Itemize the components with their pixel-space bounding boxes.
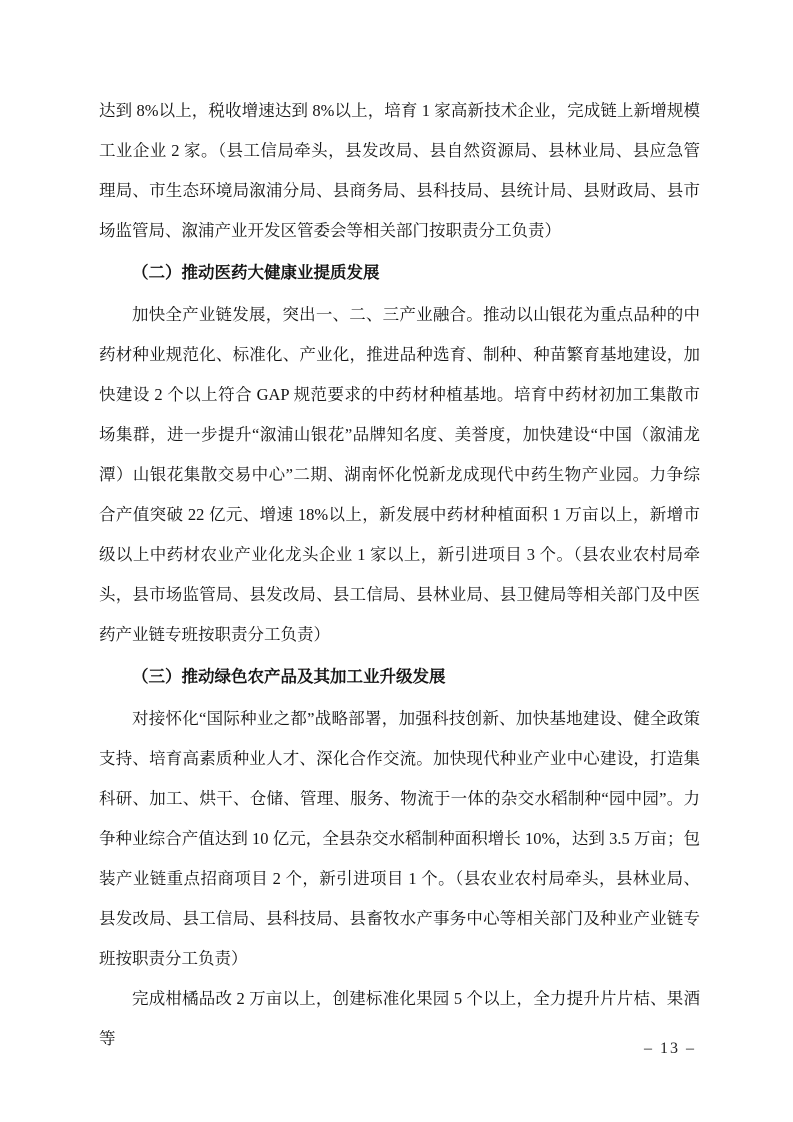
paragraph-industry-chain-continued: 达到 8%以上，税收增速达到 8%以上，培育 1 家高新技术企业，完成链上新增规模工业企业 2 家。（县工信局牵头，县发改局、县自然资源局、县林业局、县应急管理局、市生态环境局溆浦分局、县商务局、县科技局、县统计局、县财政局、县市场监管局、溆浦产业开发区管委会等相关部门按职责分工负责） [99, 101, 700, 240]
paragraph-medicine-industry: 加快全产业链发展，突出一、二、三产业融合。推动以山银花为重点品种的中药材种业规范化、标准化、产业化，推进品种选育、制种、种苗繁育基地建设，加快建设 2 个以上符合 GAP 规范要求的中药材种植基地。培育中药材初加工集散市场集群，进一步提升“溆浦山银花”品牌知名度、美誉度，加快建设“中国（溆浦龙潭）山银花集散交易中心”二期、湖南怀化悦新龙成现代中药生物产业园。力争综合产值突破 22 亿元、增速 18%以上，新发展中药材种植面积 1 万亩以上，新增市级以上中药材农业产业化龙头企业 1 家以上，新引进项目 3 个。（县农业农村局牵头，县市场监管局、县发改局、县工信局、县林业局、县卫健局等相关部门及中医药产业链专班按职责分工负责） [99, 305, 700, 644]
document-body [99, 91, 700, 1059]
heading-section-2-medicine-health: （二）推动医药大健康业提质发展 [132, 264, 380, 282]
page-number: – 13 – [644, 1040, 696, 1057]
paragraph-citrus-upgrade: 完成柑橘品改 2 万亩以上，创建标准化果园 5 个以上，全力提升片片桔、果酒等 [99, 989, 700, 1048]
paragraph-seed-industry: 对接怀化“国际种业之都”战略部署，加强科技创新、加快基地建设、健全政策支持、培育高素质种业人才、深化合作交流。加快现代种业产业中心建设，打造集科研、加工、烘干、仓储、管理、服务、物流于一体的杂交水稻制种“园中园”。力争种业综合产值达到 10 亿元，全县杂交水稻制种面积增长 10%，达到 3.5 万亩；包装产业链重点招商项目 2 个，新引进项目 1 个。（县农业农村局牵头，县林业局、县发改局、县工信局、县科技局、县畜牧水产事务中心等相关部门及种业产业链专班按职责分工负责） [99, 709, 700, 968]
heading-section-3-green-agriculture: （三）推动绿色农产品及其加工业升级发展 [132, 668, 446, 686]
